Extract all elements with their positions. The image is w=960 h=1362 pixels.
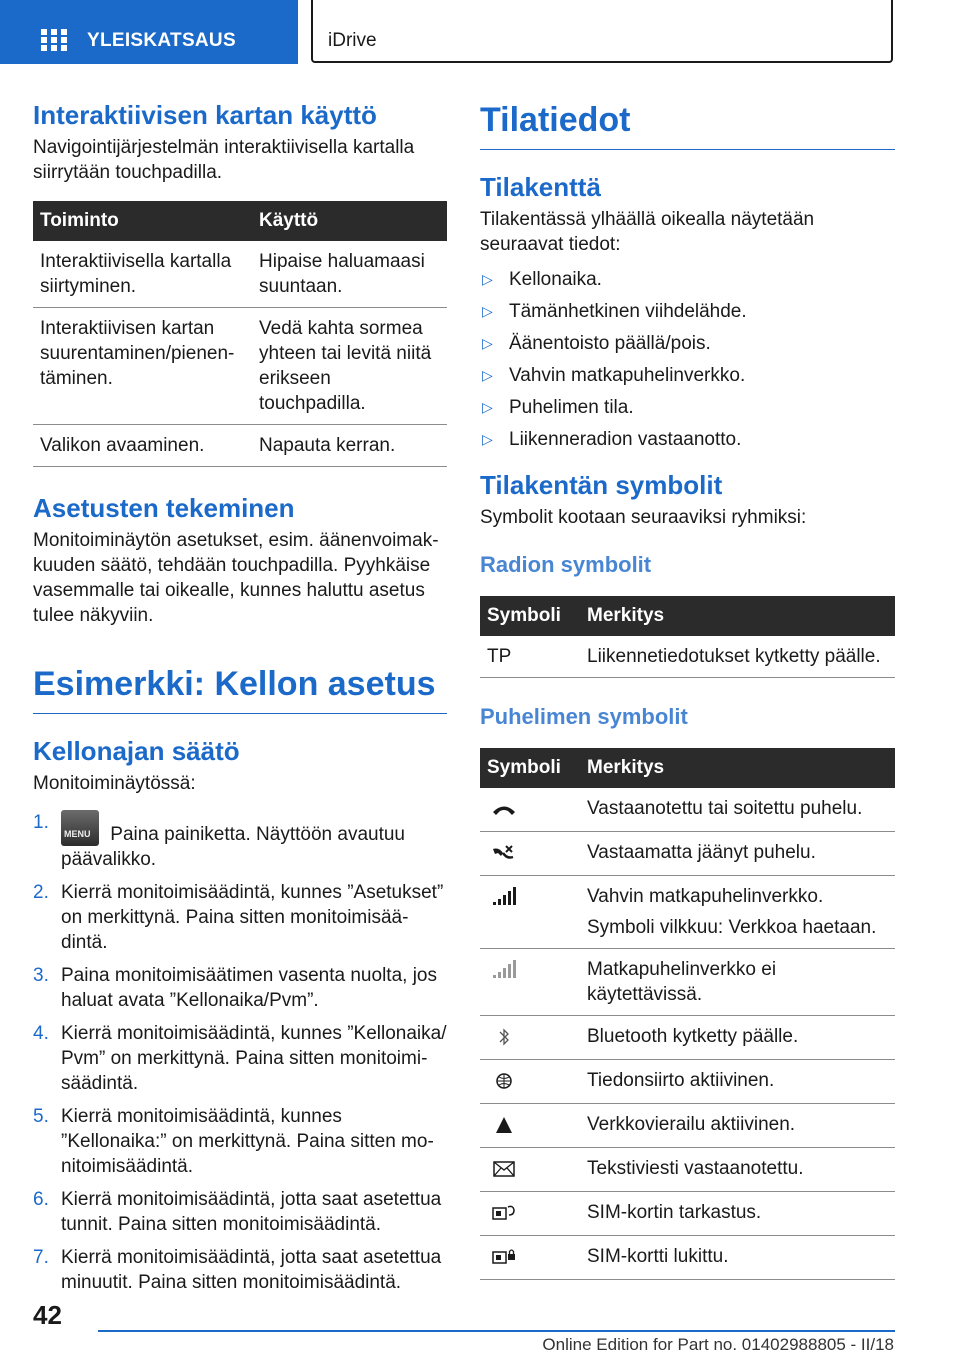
step-number: 4.	[33, 1023, 49, 1045]
list-item	[33, 880, 447, 955]
table-row	[480, 788, 895, 832]
table-cell: Vastaamatta jäänyt puhelu.	[580, 832, 895, 876]
section-title-clock-example: Esimerkki: Kellon asetus	[33, 664, 447, 714]
table-row	[480, 1148, 895, 1192]
table-row	[480, 876, 895, 949]
step-number: 5.	[33, 1106, 49, 1128]
clock-steps-list	[33, 810, 447, 1295]
table-header-meaning: Merkitys	[580, 748, 895, 788]
data-transfer-icon	[491, 1071, 517, 1091]
section-title-status-info: Tilatiedot	[480, 100, 895, 150]
subsection-title-phone-symbols: Puhelimen symbolit	[480, 704, 688, 730]
table-header-usage: Käyttö	[252, 201, 447, 241]
settings-body: Monitoiminäytön asetukset, esim. äänenvoimakkuuden säätö, tehdään touchpadilla. Pyyhkäise vasemmalle tai oikealle, kunnes haluttu asetus tulee näkyviin.	[33, 530, 439, 627]
footer-edition: Online Edition for Part no. 01402988805 - II/18	[542, 1335, 894, 1354]
table-cell: Verkkovierailu aktiivinen.	[580, 1104, 895, 1148]
list-item: ▷ Vahvin matkapuhelinverkko.	[482, 364, 746, 386]
list-item	[33, 1187, 447, 1237]
clock-intro: Monitoiminäytössä:	[33, 773, 196, 795]
footer-divider	[98, 1330, 895, 1332]
step-text: Kierrä monitoimisäädintä, jotta saat asetettua minuutit. Paina sitten monitoimisäädintä.	[61, 1247, 442, 1294]
table-row	[480, 636, 895, 678]
subsection-title-status-field: Tilakenttä	[480, 171, 601, 202]
signal-none-icon	[491, 960, 517, 980]
step-text: Kierrä monitoimisäädintä, kunnes ”Kellonaika/ Pvm” on merkittynä. Paina sitten monitoimisäädintä.	[61, 1023, 447, 1095]
table-row	[480, 1192, 895, 1236]
step-text: Paina monitoimisäätimen vasenta nuolta, jos haluat avata ”Kellonaika/Pvm”.	[61, 965, 437, 1012]
table-cell: Napauta kerran.	[252, 425, 447, 467]
subsection-title-radio-symbols: Radion symbolit	[480, 552, 652, 578]
table-header-row	[480, 748, 895, 788]
tab-idrive-label: iDrive	[328, 30, 377, 51]
tab-overview-label: YLEISKATSAUS	[87, 30, 236, 51]
subsection-title-clock-adjust: Kellonajan säätö	[33, 736, 240, 767]
missed-call-icon	[491, 843, 517, 863]
table-cell: Bluetooth kytketty päälle.	[580, 1016, 895, 1060]
table-cell: Vastaanotettu tai soitettu puhelu.	[580, 788, 895, 832]
table-cell: Matkapuhelinverkko ei käytettävissä.	[580, 949, 895, 1016]
sim-check-icon	[491, 1203, 517, 1223]
page-number: 42	[33, 1300, 62, 1330]
table-cell: Interaktiivisella kartalla siirtyminen.	[33, 241, 252, 308]
menu-button-icon: MENU	[61, 810, 99, 846]
table-row	[480, 1236, 895, 1280]
table-header-row	[480, 596, 895, 636]
step-number: 2.	[33, 882, 49, 904]
section-title-settings: Asetusten tekeminen	[33, 493, 295, 524]
roaming-icon	[491, 1115, 517, 1135]
table-cell: Valikon avaaminen.	[33, 425, 252, 467]
list-item	[33, 963, 447, 1013]
table-cell: Interaktiivisen kartan suurentaminen/pienentäminen.	[33, 308, 252, 425]
signal-strong-icon	[491, 887, 517, 907]
table-cell: TP	[480, 636, 580, 678]
triangle-bullet-icon: ▷	[482, 366, 493, 383]
triangle-bullet-icon: ▷	[482, 334, 493, 351]
list-item	[33, 1245, 447, 1295]
grid-icon	[41, 29, 67, 51]
section-title-interactive-map: Interaktiivisen kartan käyttö	[33, 100, 377, 130]
step-text: Kierrä monitoimisäädintä, kunnes ”Kellonaika:” on merkittynä. Paina sitten monitoimisäädintä.	[61, 1106, 434, 1178]
subsection-title-status-symbols: Tilakentän symbolit	[480, 469, 723, 500]
table-cell: Tiedonsiirto aktiivinen.	[580, 1060, 895, 1104]
sim-locked-icon	[491, 1247, 517, 1267]
right-column	[480, 100, 895, 1280]
list-item: ▷ Puhelimen tila.	[482, 396, 634, 418]
table-row	[480, 1060, 895, 1104]
table-row	[480, 1016, 895, 1060]
status-symbols-intro: Symbolit kootaan seuraaviksi ryhmiksi:	[480, 507, 807, 529]
table-header-row	[33, 201, 447, 241]
table-cell: Vahvin matkapuhelinverkko. Symboli vilkkuu: Verkkoa haetaan.	[580, 876, 895, 949]
triangle-bullet-icon: ▷	[482, 398, 493, 415]
list-item	[33, 1021, 447, 1096]
step-text: Kierrä monitoimisäädintä, jotta saat asetettua tunnit. Paina sitten monitoimisäädintä.	[61, 1189, 442, 1236]
table-header-function: Toiminto	[33, 201, 252, 241]
table-header-symbol: Symboli	[480, 596, 580, 636]
list-item	[33, 1104, 447, 1179]
page-header	[0, 0, 960, 66]
list-item	[33, 810, 447, 872]
status-field-list	[480, 267, 895, 452]
table-header-meaning: Merkitys	[580, 596, 895, 636]
triangle-bullet-icon: ▷	[482, 430, 493, 447]
map-usage-table	[33, 201, 447, 467]
list-item: ▷ Liikenneradion vastaanotto.	[482, 428, 742, 450]
step-text: Paina painiketta. Näyttöön avautuu päävalikko.	[61, 824, 405, 871]
table-cell: Tekstiviesti vastaanotettu.	[580, 1148, 895, 1192]
table-row	[33, 425, 447, 467]
tab-overview[interactable]	[0, 0, 298, 64]
table-cell: Hipaise haluamaasi suuntaan.	[252, 241, 447, 308]
table-row	[33, 241, 447, 308]
left-column	[33, 100, 447, 1303]
table-cell: Liikennetiedotukset kytketty päälle.	[580, 636, 895, 678]
sms-envelope-icon	[491, 1159, 517, 1179]
phone-call-icon	[491, 799, 517, 819]
phone-symbols-table	[480, 748, 895, 1280]
list-item: ▷ Tämänhetkinen viihdelähde.	[482, 300, 747, 322]
step-number: 6.	[33, 1189, 49, 1211]
table-cell: Vedä kahta sormea yhteen tai levitä niitä erikseen touchpadilla.	[252, 308, 447, 425]
step-number: 7.	[33, 1247, 49, 1269]
table-cell: SIM-kortin tarkastus.	[580, 1192, 895, 1236]
triangle-bullet-icon: ▷	[482, 302, 493, 319]
table-row	[33, 308, 447, 425]
step-number: 3.	[33, 965, 49, 987]
list-item: ▷ Äänentoisto päällä/pois.	[482, 332, 711, 354]
list-item: ▷ Kellonaika.	[482, 268, 602, 290]
interactive-map-intro: Navigointijärjestelmän interaktiivisella kartalla siirrytään touchpadilla.	[33, 137, 415, 184]
table-header-symbol: Symboli	[480, 748, 580, 788]
bluetooth-icon	[491, 1027, 517, 1047]
radio-symbols-table	[480, 596, 895, 678]
table-row	[480, 949, 895, 1016]
triangle-bullet-icon: ▷	[482, 270, 493, 287]
status-field-intro: Tilakentässä ylhäällä oikealla näytetään seuraavat tiedot:	[480, 208, 815, 255]
table-cell: SIM-kortti lukittu.	[580, 1236, 895, 1280]
table-row	[480, 832, 895, 876]
step-text: Kierrä monitoimisäädintä, kunnes ”Asetukset” on merkittynä. Paina sitten monitoimisäädintä.	[61, 882, 444, 954]
tab-idrive[interactable]	[311, 0, 893, 63]
step-number: 1.	[33, 812, 49, 834]
table-row	[480, 1104, 895, 1148]
